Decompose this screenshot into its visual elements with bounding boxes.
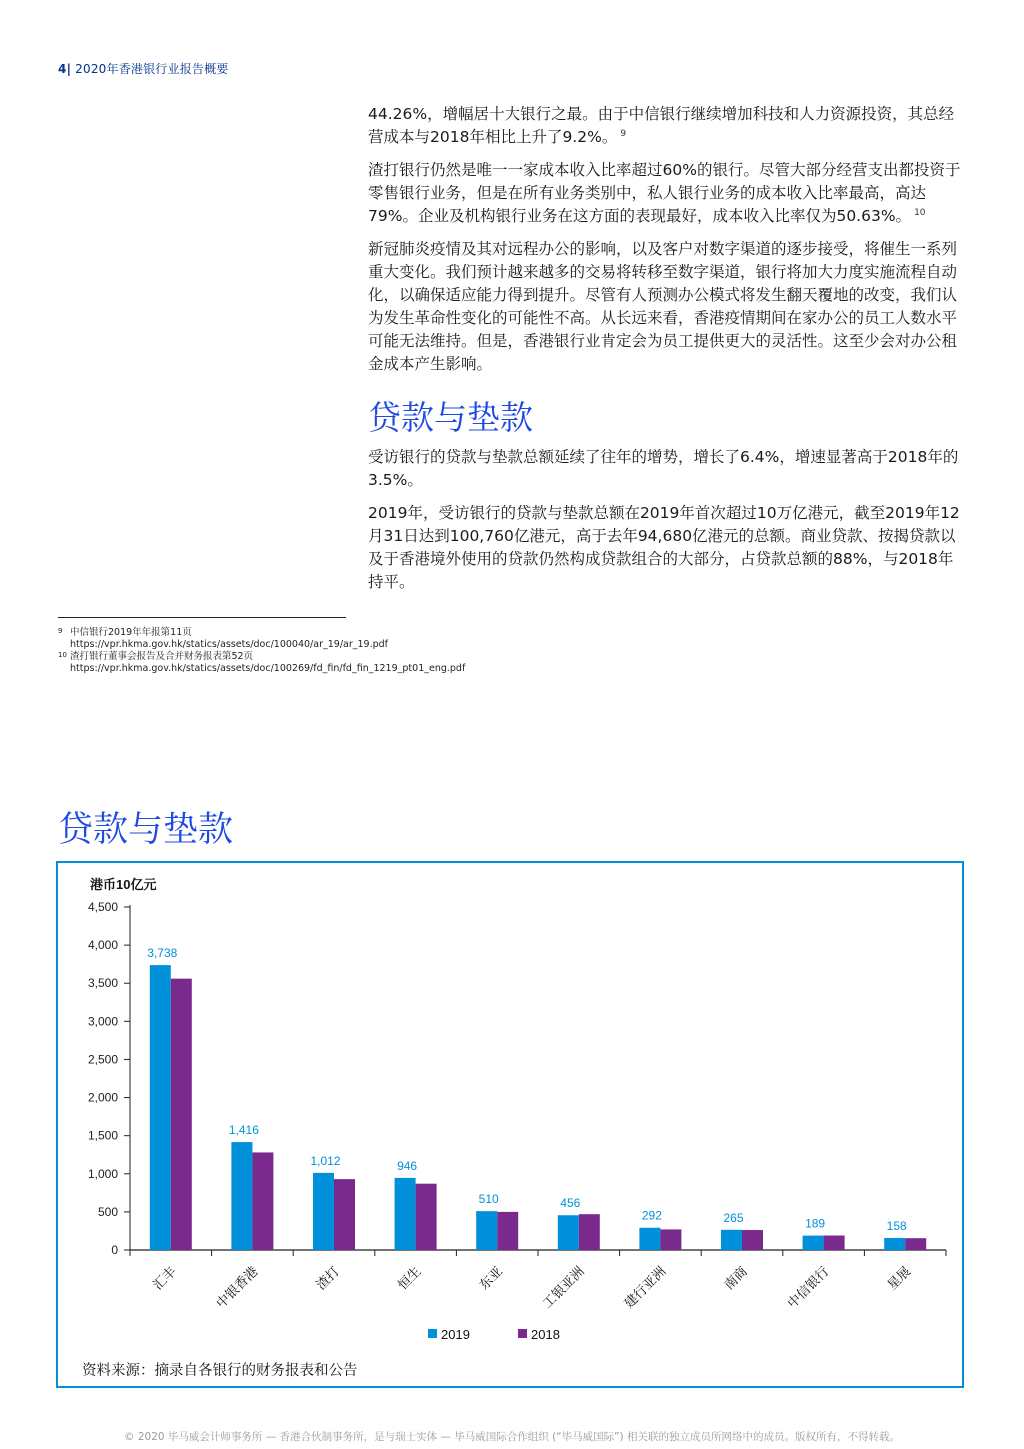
footnote-text[interactable]: 渣打银行董事会报告及合并财务报表第52页 https://vpr.hkma.gov.hk/statics/assets/doc/100269/fd_fin/fd_fin_1219_pt01_eng.pdf: [70, 651, 466, 674]
data-label-2019: 292: [641, 1208, 662, 1223]
y-tick-label: 3,000: [87, 1014, 118, 1029]
y-tick-label: 4,000: [87, 938, 118, 953]
data-label-2019: 510: [478, 1192, 499, 1207]
y-tick-label: 3,500: [87, 976, 118, 991]
x-category-label: 南商: [721, 1263, 751, 1293]
chart-source: 资料来源：摘录自各银行的财务报表和公告: [82, 1363, 358, 1379]
footnote-divider: [58, 617, 346, 618]
bar-2019: [231, 1142, 252, 1250]
y-tick-label: 2,000: [87, 1090, 118, 1105]
data-label-2019: 456: [560, 1196, 581, 1211]
x-category-label: 中信银行: [784, 1263, 832, 1311]
x-category-label: 工银亚洲: [539, 1263, 587, 1311]
data-label-2019: 1,012: [310, 1153, 341, 1168]
footnote-text[interactable]: 中信银行2019年年报第11页 https://vpr.hkma.gov.hk/statics/assets/doc/100040/ar_19/ar_19.pdf: [70, 627, 389, 650]
y-tick-label: 0: [111, 1243, 118, 1257]
bar-2019: [150, 965, 171, 1250]
data-label-2019: 265: [723, 1210, 744, 1225]
bar-2018: [334, 1179, 355, 1250]
paragraph-2: [368, 159, 968, 228]
bar-2019: [803, 1236, 824, 1250]
x-category-label: 恒生: [394, 1263, 424, 1293]
footnote-9: [58, 627, 389, 651]
data-label-2019: 189: [805, 1216, 826, 1231]
bar-2018: [171, 979, 192, 1250]
bar-2018: [905, 1238, 926, 1250]
report-title: 2020年香港银行业报告概要: [75, 62, 229, 76]
x-category-label: 中银香港: [213, 1263, 261, 1311]
bar-2018: [579, 1214, 600, 1250]
y-tick-label: 500: [97, 1204, 118, 1219]
y-tick-label: 1,000: [87, 1166, 118, 1181]
legend-label-2018: 2018: [531, 1327, 560, 1342]
copyright-notice: © 2020 毕马威会计师事务所 — 香港合伙制事务所，是与瑞士实体 — 毕马威国际合作组织 (“毕马威国际”) 相关联的独立成员所网络中的成员。版权所有，不得转载。: [124, 1431, 900, 1443]
y-tick-label: 1,500: [87, 1128, 118, 1143]
y-tick-label: 4,500: [87, 900, 118, 914]
footnote-number: 10: [58, 651, 67, 659]
header-separator: |: [66, 62, 72, 76]
paragraph-1: [368, 103, 968, 149]
page-number: 4: [58, 62, 67, 76]
bar-2018: [252, 1152, 273, 1250]
bar-2018: [660, 1229, 681, 1250]
footnotes: [58, 627, 466, 675]
legend-swatch-2018: [518, 1329, 527, 1338]
chart-frame: [56, 861, 964, 1388]
footnote-ref-10[interactable]: 10: [914, 207, 926, 218]
paragraph-2-text: 渣打银行仍然是唯一一家成本收入比率超过60%的银行。尽管大部分经营支出都投资于零售银行业务，但是在所有业务类别中，私人银行业务的成本收入比率最高，高达79%。企业及机构银行业务在这方面的表现最好，成本收入比率仅为50.63%。: [368, 161, 961, 225]
data-label-2019: 1,416: [228, 1123, 259, 1138]
bar-2018: [824, 1236, 845, 1250]
x-category-label: 渣打: [313, 1263, 343, 1293]
bar-2019: [395, 1178, 416, 1250]
footnote-number: 9: [58, 627, 63, 635]
y-tick-label: 2,500: [87, 1052, 118, 1067]
chart-heading: 贷款与垫款: [58, 810, 234, 850]
y-axis-label: 港币10亿元: [90, 877, 157, 892]
bar-2018: [416, 1184, 437, 1250]
paragraph-3: 新冠肺炎疫情及其对远程办公的影响，以及客户对数字渠道的逐步接受，将催生一系列重大变化。我们预计越来越多的交易将转移至数字渠道，银行将加大力度实施流程自动化，以确保适应能力得到提升。尽管有人预测办公模式将发生翻天覆地的改变，我们认为发生革命性变化的可能性不高。从长远来看，香港疫情期间在家办公的员工人数水平可能无法维持。但是，香港银行业肯定会为员工提供更大的灵活性。这至少会对办公租金成本产生影响。: [368, 240, 958, 373]
legend-label-2019: 2019: [441, 1327, 470, 1342]
bar-2018: [742, 1230, 763, 1250]
bar-2019: [721, 1230, 742, 1250]
footnote-ref-9[interactable]: 9: [620, 128, 627, 139]
data-label-2019: 946: [397, 1158, 418, 1173]
data-label-2019: 3,738: [147, 946, 178, 961]
bar-2019: [558, 1215, 579, 1250]
footnote-10: [58, 651, 466, 675]
x-category-label: 汇丰: [149, 1263, 179, 1293]
bar-2019: [313, 1173, 334, 1250]
bar-2019: [639, 1228, 660, 1250]
x-category-label: 建行亚洲: [621, 1263, 669, 1311]
x-category-label: 东亚: [476, 1263, 506, 1293]
running-head: [58, 60, 229, 77]
paragraph-4: 受访银行的贷款与垫款总额延续了往年的增势，增长了6.4%，增速显著高于2018年的3.5%。: [368, 448, 959, 489]
body-column: [368, 103, 968, 604]
x-category-label: 星展: [884, 1263, 914, 1293]
data-label-2019: 158: [886, 1218, 907, 1233]
loans-bar-chart: [58, 863, 962, 1386]
section-heading: 贷款与垫款: [368, 398, 533, 437]
legend-swatch-2019: [428, 1329, 437, 1338]
bar-2018: [497, 1212, 518, 1250]
bar-2019: [884, 1238, 905, 1250]
paragraph-1-text: 44.26%，增幅居十大银行之最。由于中信银行继续增加科技和人力资源投资，其总经营成本与2018年相比上升了9.2%。: [368, 105, 955, 146]
bar-2019: [476, 1211, 497, 1250]
paragraph-5: 2019年，受访银行的贷款与垫款总额在2019年首次超过10万亿港元，截至2019年12月31日达到100,760亿港元，高于去年94,680亿港元的总额。商业贷款、按揭贷款以及于香港境外使用的贷款仍然构成贷款组合的大部分，占贷款总额的88%，与2018年持平。: [368, 504, 960, 591]
